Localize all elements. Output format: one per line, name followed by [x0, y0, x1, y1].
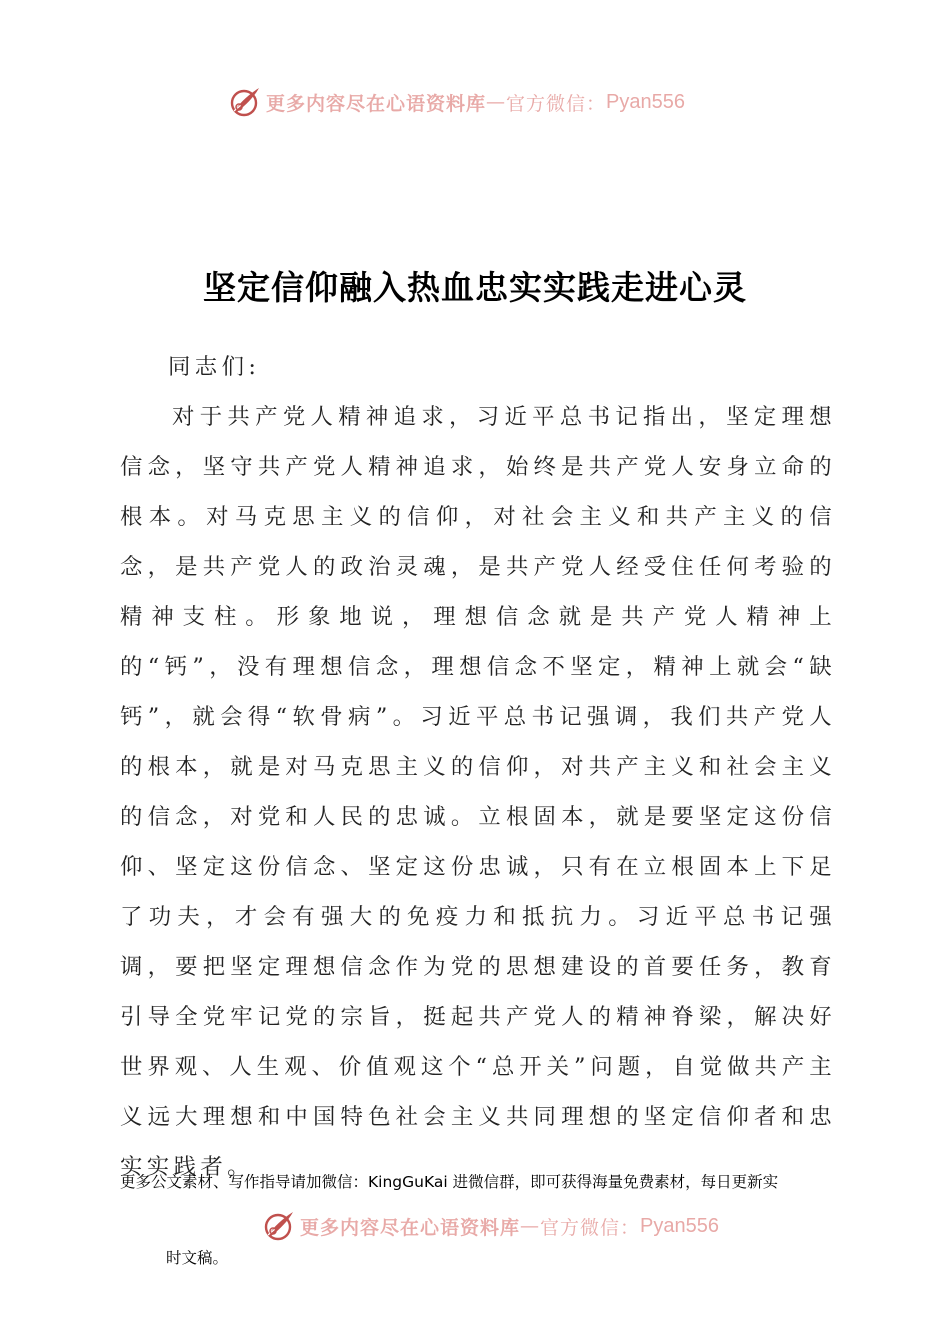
- watermark-title: 更多内容尽在心语资料库: [266, 92, 487, 115]
- watermark-title: 更多内容尽在心语资料库: [300, 1216, 521, 1239]
- watermark-id: Pyan556: [606, 90, 685, 113]
- quill-pen-logo-icon: [228, 85, 262, 119]
- watermark-separator: —: [486, 91, 507, 113]
- watermark-id: Pyan556: [640, 1214, 719, 1237]
- quill-pen-logo-icon: [262, 1209, 296, 1243]
- document-title: 坚定信仰融入热血忠实实践走进心灵: [203, 268, 747, 307]
- body-paragraph: 对于共产党人精神追求，习近平总书记指出，坚定理想信念，坚守共产党人精神追求，始终是共产党人安身立命的根本。对马克思主义的信仰，对社会主义和共产主义的信念，是共产党人的政治灵魂，是共产党人经受住任何考验的精神支柱。形象地说，理想信念就是共产党人精神上的“钙”，没有理想信念，理想信念不坚定，精神上就会“缺钙”，就会得“软骨病”。习近平总书记强调，我们共产党人的根本，就是对马克思主义的信仰，对共产主义和社会主义的信念，对党和人民的忠诚。立根固本，就是要坚定这份信仰、坚定这份信念、坚定这份忠诚，只有在立根固本上下足了功夫，才会有强大的免疫力和抵抗力。习近平总书记强调，要把坚定理想信念作为党的思想建设的首要任务，教育引导全党牢记党的宗旨，挺起共产党人的精神脊梁，解决好世界观、人生观、价值观这个“总开关”问题，自觉做共产主义远大理想和中国特色社会主义共同理想的坚定信仰者和忠实实践者。: [120, 404, 836, 1180]
- watermark-sub: 官方微信：: [540, 1216, 641, 1239]
- watermark-sub: 官方微信：: [506, 92, 607, 115]
- footer-promo-line: 更多公文素材、写作指导请加微信：KingGuKai 进微信群，即可获得海量免费素材，每日更新实: [120, 1173, 779, 1191]
- document-body: [120, 342, 836, 1192]
- watermark-banner-top: [228, 82, 685, 122]
- watermark-separator: —: [520, 1215, 541, 1237]
- footer-promo-continuation: 时文稿。: [166, 1249, 229, 1267]
- watermark-banner-bottom: [262, 1206, 719, 1246]
- greeting: 同志们:: [168, 354, 261, 380]
